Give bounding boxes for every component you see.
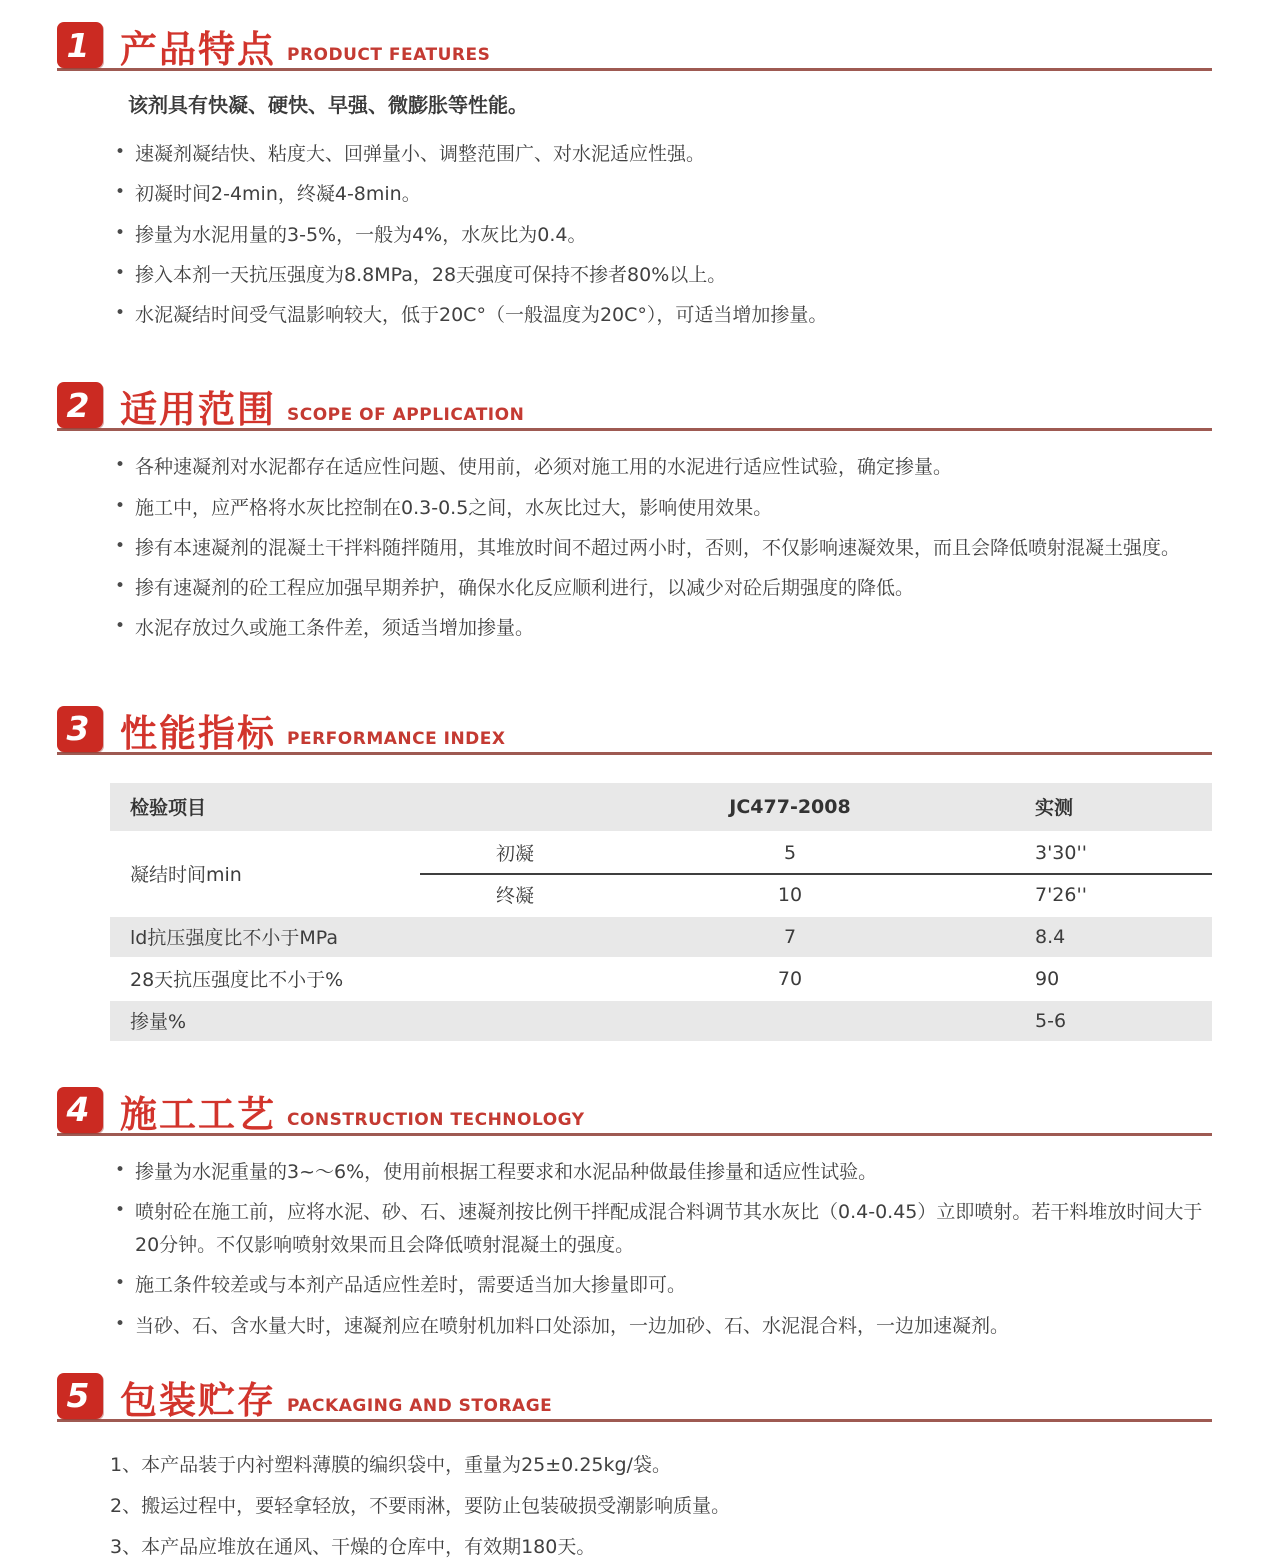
bullet-item: • 掺量为水泥重量的3~～6%，使用前根据工程要求和水泥品种做最佳掺量和适应性试验。 xyxy=(113,1156,1225,1189)
bullet-item: • 各种速凝剂对水泥都存在适应性问题、使用前，必须对施工用的水泥进行适应性试验，确定掺量。 xyxy=(113,451,1225,484)
section-5-title-en: PACKAGING AND STORAGE xyxy=(287,1395,553,1416)
row-label: ld抗压强度比不小于MPa xyxy=(130,927,338,949)
section-2-bullet-list xyxy=(113,451,1225,645)
table-row-setting-time xyxy=(110,833,1212,915)
section-3-number-badge xyxy=(57,706,103,752)
measured-value: 3'30'' xyxy=(1035,841,1087,864)
subrow-label: 终凝 xyxy=(495,885,534,907)
section-performance-index xyxy=(0,706,1280,1043)
section-scope-of-application xyxy=(0,382,1280,645)
bullet-item: • 掺有速凝剂的砼工程应加强早期养护，确保水化反应顺利进行，以减少对砼后期强度的降低。 xyxy=(113,572,1225,605)
section-3-header xyxy=(57,706,1212,755)
row-label: 掺量% xyxy=(130,1011,187,1033)
table-row-dosage xyxy=(110,999,1212,1043)
measured-value: 7'26'' xyxy=(1035,883,1087,906)
section-4-title-en: CONSTRUCTION TECHNOLOGY xyxy=(287,1109,585,1130)
subrow-label: 初凝 xyxy=(495,843,534,865)
section-5-item-list xyxy=(110,1448,1225,1565)
table-subrow-initial-set xyxy=(420,833,1212,873)
standard-value: 7 xyxy=(783,925,797,948)
bullet-item: • 掺有本速凝剂的混凝土干拌料随拌随用，其堆放时间不超过两小时，否则，不仅影响速凝效果，而且会降低喷射混凝土强度。 xyxy=(113,532,1225,565)
bullet-item: • 水泥凝结时间受气温影响较大，低于20C°（一般温度为20C°），可适当增加掺量。 xyxy=(113,299,1225,332)
section-3-title-en: PERFORMANCE INDEX xyxy=(287,728,506,749)
table-row-28d-strength xyxy=(110,959,1212,999)
table-header-standard: JC477-2008 xyxy=(729,795,851,818)
bullet-item: • 当砂、石、含水量大时，速凝剂应在喷射机加料口处添加，一边加砂、石、水泥混合料，一边加速凝剂。 xyxy=(113,1310,1225,1343)
section-number: 1 xyxy=(66,25,90,65)
section-5-number-badge xyxy=(57,1373,103,1419)
table-subrow-final-set xyxy=(420,873,1212,915)
section-number: 4 xyxy=(66,1090,90,1129)
table-row-1d-strength xyxy=(110,915,1212,959)
section-4-bullet-list xyxy=(113,1156,1225,1343)
section-2-header xyxy=(57,382,1212,431)
section-4-title-zh: 施工工艺 xyxy=(120,1092,276,1136)
section-1-title-en: PRODUCT FEATURES xyxy=(287,45,491,65)
bullet-item: • 掺量为水泥用量的3-5%，一般为4%，水灰比为0.4。 xyxy=(113,219,1225,252)
section-1-title-zh: 产品特点 xyxy=(120,28,276,72)
section-packaging-storage xyxy=(0,1373,1280,1565)
section-number: 5 xyxy=(66,1376,90,1416)
measured-value: 8.4 xyxy=(1035,925,1066,948)
measured-value: 90 xyxy=(1035,967,1060,990)
setting-time-subrows xyxy=(420,833,1212,915)
section-5-header xyxy=(57,1373,1212,1422)
section-2-title-en: SCOPE OF APPLICATION xyxy=(287,405,525,426)
list-item: 2、搬运过程中，要轻拿轻放，不要雨淋，要防止包装破损受潮影响质量。 xyxy=(110,1494,731,1517)
list-item: 3、本产品应堆放在通风、干燥的仓库中，有效期180天。 xyxy=(110,1536,596,1559)
bullet-item: • 施工条件较差或与本剂产品适应性差时，需要适当加大掺量即可。 xyxy=(113,1269,1225,1302)
measured-value: 5-6 xyxy=(1035,1009,1067,1032)
table-header-measured: 实测 xyxy=(1035,797,1074,819)
section-1-intro: 该剂具有快凝、硬快、早强、微膨胀等性能。 xyxy=(128,93,528,117)
section-1-header xyxy=(57,22,1212,71)
section-2-number-badge xyxy=(57,382,103,428)
section-1-number-badge xyxy=(57,22,103,68)
bullet-item: • 速凝剂凝结快、粘度大、回弹量小、调整范围广、对水泥适应性强。 xyxy=(113,138,1225,171)
section-5-title-zh: 包装贮存 xyxy=(120,1378,276,1422)
table-header-row xyxy=(110,783,1212,831)
bullet-item: • 掺入本剂一天抗压强度为8.8MPa，28天强度可保持不掺者80%以上。 xyxy=(113,259,1225,292)
section-number: 2 xyxy=(66,385,90,425)
section-3-title-zh: 性能指标 xyxy=(120,711,276,755)
bullet-item: • 喷射砼在施工前，应将水泥、砂、石、速凝剂按比例干拌配成混合料调节其水灰比（0.4-0.45）立即喷射。若干料堆放时间大于20分钟。不仅影响喷射效果而且会降低喷射混凝土的强度。 xyxy=(113,1196,1225,1263)
section-2-title-zh: 适用范围 xyxy=(120,388,276,432)
list-item: 1、本产品装于内衬塑料薄膜的编织袋中，重量为25±0.25kg/袋。 xyxy=(110,1453,671,1476)
section-4-number-badge xyxy=(57,1087,103,1133)
section-1-bullet-list xyxy=(113,138,1225,332)
section-product-features xyxy=(0,0,1280,332)
bullet-item: • 初凝时间2-4min，终凝4-8min。 xyxy=(113,178,1225,211)
standard-value: 70 xyxy=(777,967,803,990)
section-construction-technology xyxy=(0,1087,1280,1343)
standard-value: 10 xyxy=(777,883,803,906)
bullet-item: • 水泥存放过久或施工条件差，须适当增加掺量。 xyxy=(113,612,1225,645)
row-label: 28天抗压强度比不小于% xyxy=(130,969,344,991)
performance-table xyxy=(110,783,1212,1043)
bullet-item: • 施工中，应严格将水灰比控制在0.3-0.5之间，水灰比过大，影响使用效果。 xyxy=(113,492,1225,525)
table-header-item: 检验项目 xyxy=(130,797,207,819)
section-4-header xyxy=(57,1087,1212,1136)
row-label: 凝结时间min xyxy=(130,864,242,886)
standard-value: 5 xyxy=(783,841,797,864)
section-number: 3 xyxy=(66,709,90,748)
